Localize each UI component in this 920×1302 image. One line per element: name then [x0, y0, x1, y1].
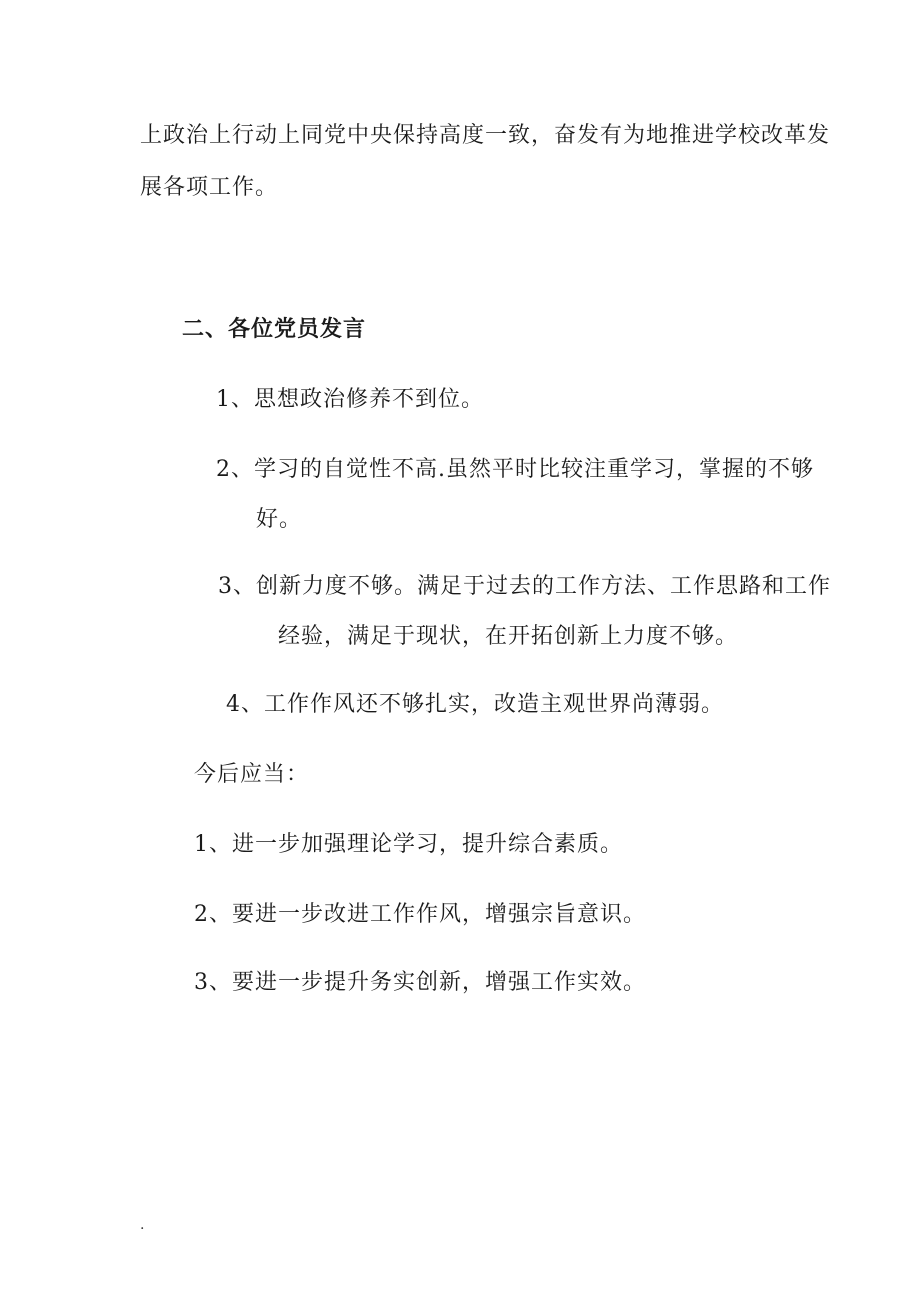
future-item-3: 3、要进一步提升务实创新，增强工作实效。	[194, 970, 646, 995]
intro-line-2: 展各项工作。	[140, 175, 279, 200]
issue-4-line-1: 4、工作作风还不够扎实，改造主观世界尚薄弱。	[226, 692, 724, 717]
future-item-1: 1、进一步加强理论学习，提升综合素质。	[194, 832, 623, 857]
future-item-2: 2、要进一步改进工作作风，增强宗旨意识。	[194, 902, 646, 927]
intro-line-1: 上政治上行动上同党中央保持高度一致，奋发有为地推进学校改革发	[140, 123, 831, 148]
issue-2-line-2: 好。	[256, 507, 303, 532]
issue-1-line-1: 1、思想政治修养不到位。	[216, 387, 484, 412]
footer-mark: .	[140, 1217, 145, 1233]
future-label: 今后应当：	[194, 762, 310, 787]
issue-2-line-1: 2、学习的自觉性不高.虽然平时比较注重学习，掌握的不够	[216, 457, 814, 482]
issue-3-line-2: 经验，满足于现状，在开拓创新上力度不够。	[278, 624, 739, 649]
section-heading: 二、各位党员发言	[182, 317, 367, 342]
issue-3-line-1: 3、创新力度不够。满足于过去的工作方法、工作思路和工作	[218, 574, 831, 599]
